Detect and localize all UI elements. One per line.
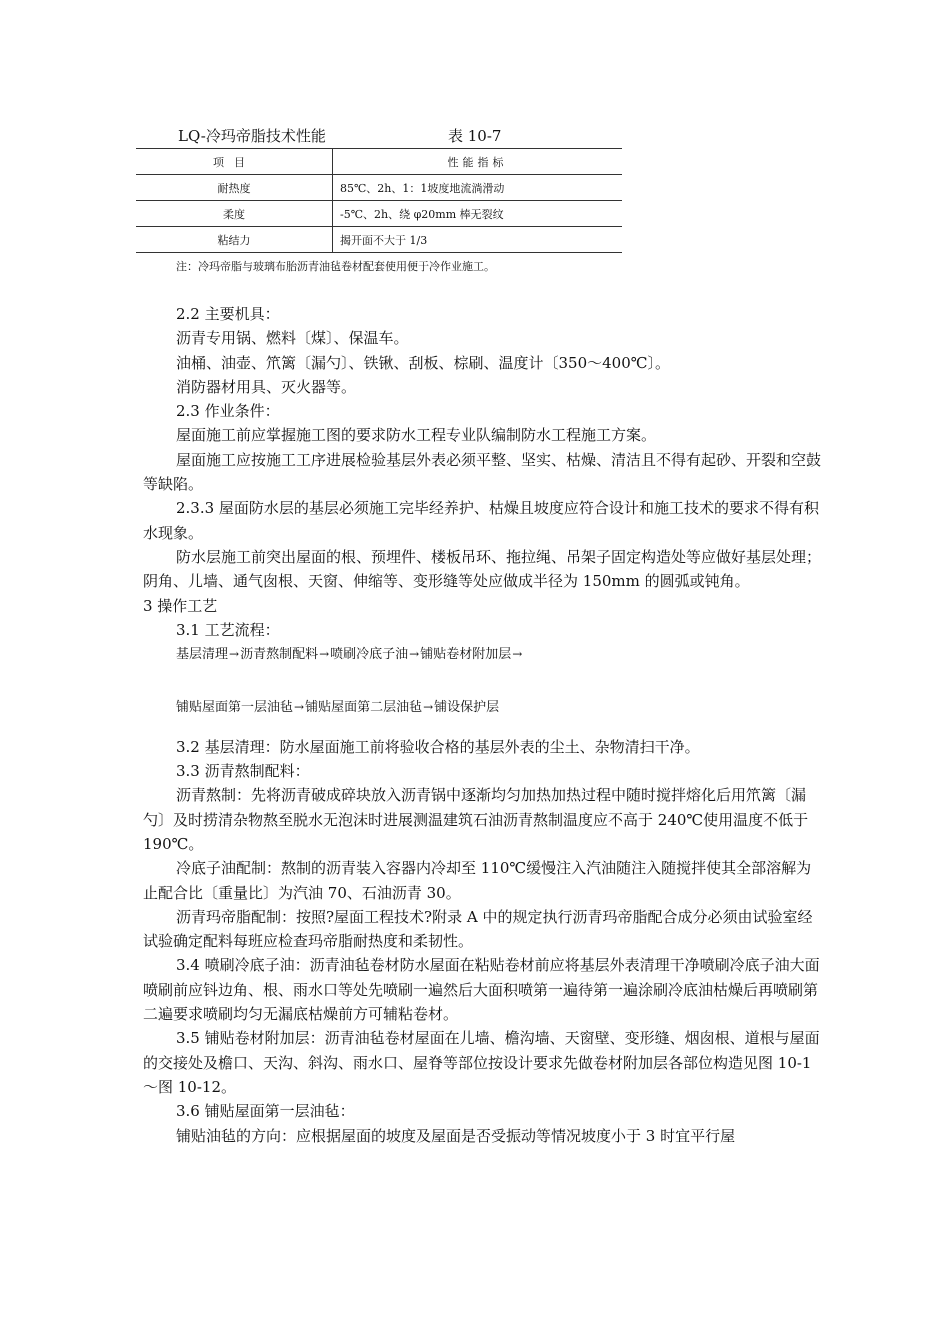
row-value: -5℃、2h、绕 φ20mm 棒无裂纹 [340,207,504,221]
section-heading: 3.6 铺贴屋面第一层油毡： [176,1102,355,1121]
header-indicator: 性能指标 [447,155,508,169]
flow-step: 喷刷冷底子油 [330,647,409,663]
section-heading: 3.3 沥青熬制配料： [176,762,310,781]
table-title: LQ-冷玛帝脂技术性能 [178,127,326,145]
paragraph: 油桶、油壶、笊篱〔漏勺〕、铁锹、刮板、棕刷、温度计〔350～400℃〕。 [176,353,671,372]
row-item: 耐热度 [136,175,333,201]
table-row [136,227,622,253]
arrow-right-icon: → [409,647,420,662]
flow-spacer [143,667,823,695]
flow-step: 沥青熬制配料 [240,647,319,663]
table-note: 注：冷玛帝脂与玻璃布胎沥青油毡卷材配套使用便于冷作业施工。 [176,260,495,273]
row-value: 揭开面不大于 1/3 [340,233,428,247]
table-number: 表 10-7 [448,127,502,145]
paragraph: 屋面施工前应掌握施工图的要求防水工程专业队编制防水工程施工方案。 [176,426,657,445]
section-heading: 2.3 作业条件： [176,402,280,421]
chapter-heading: 3 操作工艺 [143,596,218,615]
arrow-right-icon: → [294,700,305,715]
table-header-row [136,149,622,175]
flow-step: 基层清理 [176,647,229,663]
row-item: 柔度 [136,201,333,227]
flow-step: 铺贴屋面第一层油毡 [176,700,294,716]
row-item: 粘结力 [136,227,333,253]
process-flow-line-1 [143,642,823,667]
body-text [143,302,823,1148]
paragraph: 铺贴油毡的方向：应根据屋面的坡度及屋面是否受振动等情况坡度小于 3 时宜平行屋 [176,1126,736,1145]
table-row [136,201,622,227]
table-caption [178,124,598,148]
performance-table [136,148,622,253]
arrow-right-icon: → [229,647,240,662]
paragraph: 3.4 喷刷冷底子油：沥青油毡卷材防水屋面在粘贴卷材前应将基层外表清理干净喷刷冷底子油大面喷刷前应钭边角、根、雨水口等处先喷刷一遍然后大面积喷第一遍待第一遍涂刷冷底油枯燥后再喷刷第二遍要求喷刷均匀无漏底枯燥前方可辅粘卷材。 [143,956,820,1024]
table-row [136,175,622,201]
arrow-right-icon: → [319,647,330,662]
arrow-right-icon: → [423,700,434,715]
row-value: 85℃、2h、1：1坡度地流淌滑动 [340,181,505,195]
paragraph: 沥青熬制：先将沥青破成碎块放入沥青锅中逐渐均匀加热加热过程中随时搅拌熔化后用笊篱〔漏勺〕及时捞清杂物熬至脱水无泡沫时进展测温建筑石油沥青熬制温度应不高于 240℃使用温度不低于 190℃。 [143,786,809,853]
paragraph: 冷底子油配制：熬制的沥青装入容器内冷却至 110℃缓慢注入汽油随注入随搅拌使其全部溶解为止配合比〔重量比〕为汽油 70、石油沥青 30。 [143,859,812,902]
paragraph: 3.2 基层清理：防水屋面施工前将验收合格的基层外表的尘土、杂物清扫干净。 [176,737,700,756]
paragraph: 沥青玛帝脂配制：按照?屋面工程技术?附录 A 中的规定执行沥青玛帝脂配合成分必须由试验室经试验确定配料每班应检查玛帝脂耐热度和柔韧性。 [143,907,813,951]
paragraph: 2.3.3 屋面防水层的基层必须施工完毕经养护、枯燥且坡度应符合设计和施工技术的要求不得有积水现象。 [143,499,819,542]
paragraph: 消防器材用具、灭火器等。 [176,377,357,396]
header-item: 项目 [136,149,333,175]
paragraph: 防水层施工前突出屋面的根、预埋件、楼板吊环、拖拉绳、吊架子固定构造处等应做好基层处理；阴角、儿墙、通气囱根、天窗、伸缩等、变形缝等处应做成半径为 150mm 的圆弧或钝角。 [143,547,822,591]
section-heading: 3.1 工艺流程： [176,620,280,639]
paragraph: 沥青专用锅、燃料〔煤〕、保温车。 [176,329,409,348]
flow-step: 铺设保护层 [434,700,500,716]
flow-spacer [143,721,823,735]
paragraph: 3.5 铺贴卷材附加层：沥青油毡卷材屋面在儿墙、檐沟墙、天窗壁、变形缝、烟囱根、道根与屋面的交接处及檐口、天沟、斜沟、雨水口、屋脊等部位按设计要求先做卷材附加层各部位构造见图 10-1～图 10-12。 [143,1029,820,1096]
arrow-right-icon: → [512,647,523,662]
flow-step: 铺贴屋面第二层油毡 [305,700,423,716]
process-flow-line-2 [143,695,823,720]
flow-step: 铺贴卷材附加层 [420,647,512,663]
section-heading: 2.2 主要机具： [176,305,280,323]
paragraph: 屋面施工应按施工工序进展检验基层外表必须平整、坚实、枯燥、清洁且不得有起砂、开裂和空鼓等缺陷。 [143,450,822,494]
